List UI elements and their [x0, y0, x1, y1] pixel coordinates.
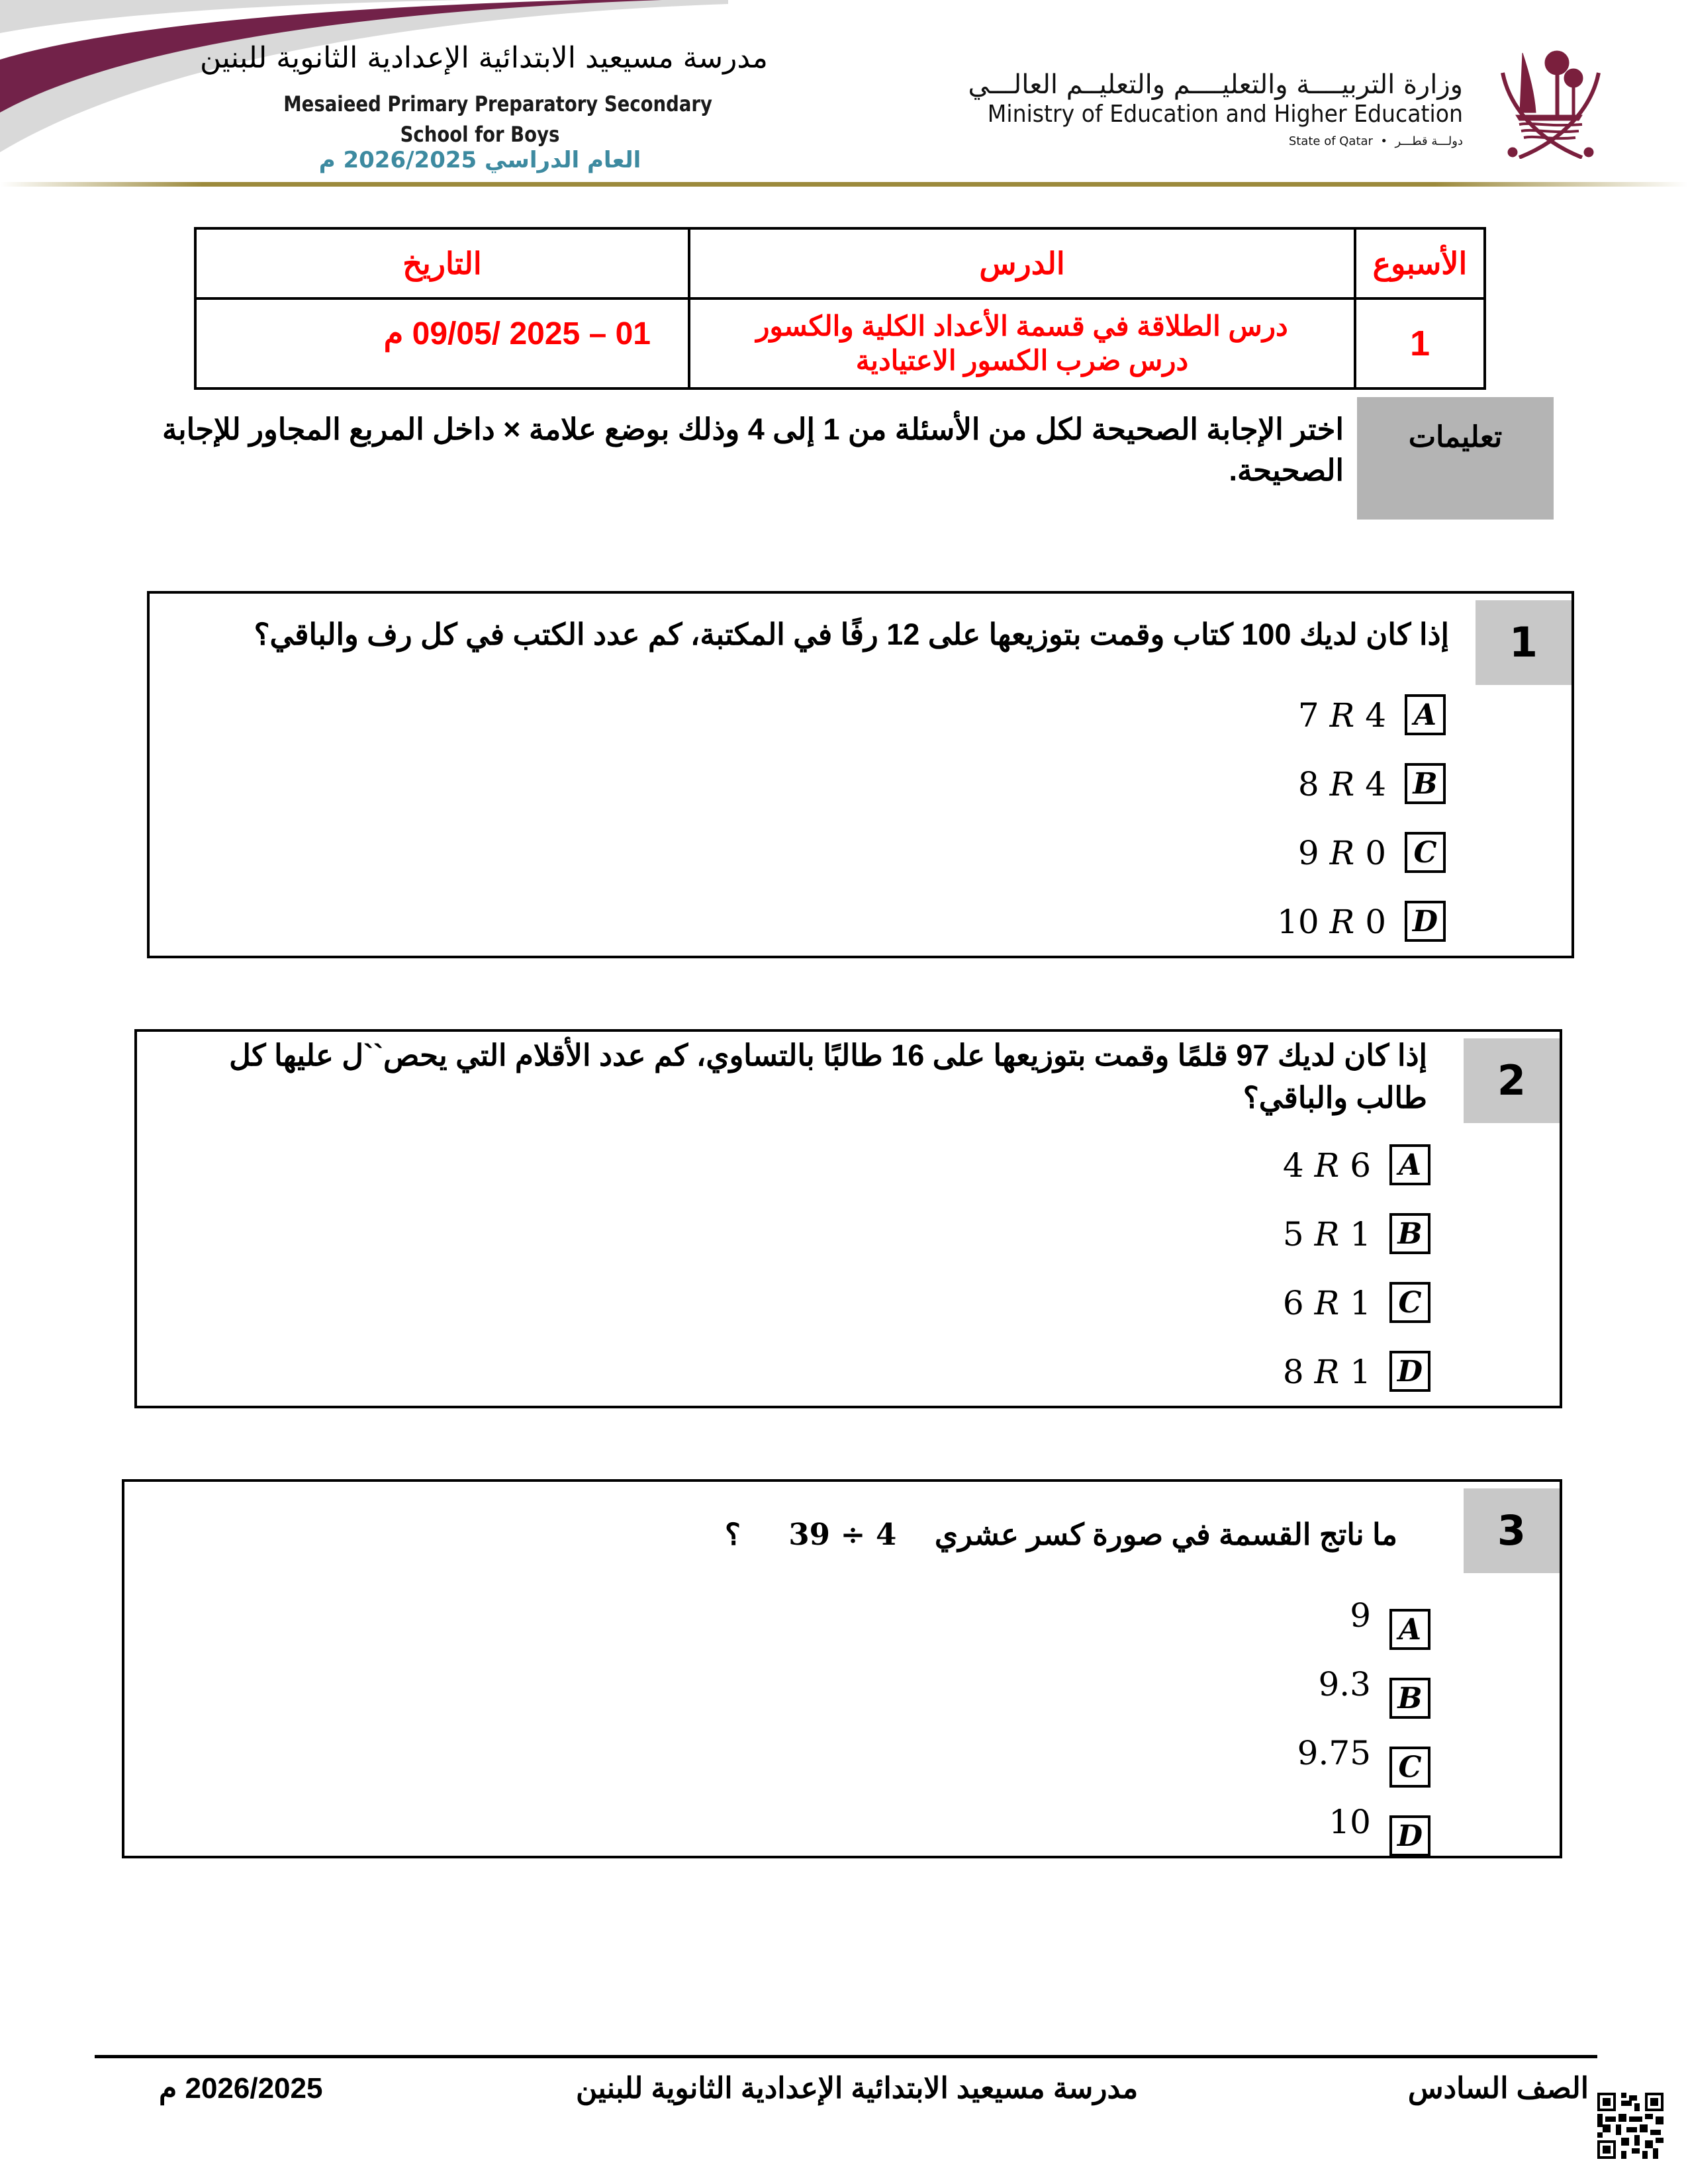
option-d[interactable] — [1166, 1349, 1430, 1394]
option-answer: 9 R 0 — [1297, 834, 1386, 872]
academic-year: العام الدراسي 2026/2025 م — [318, 147, 641, 173]
date-text: 01 – 2025 /09/05 م — [383, 316, 651, 351]
option-c[interactable] — [1181, 831, 1446, 876]
option-checkbox-a[interactable]: A — [1389, 1144, 1430, 1185]
instructions-label: تعليمات — [1408, 421, 1503, 453]
state-arabic: دولـــة قطـــر — [1395, 134, 1463, 148]
option-checkbox-b[interactable]: B — [1405, 763, 1446, 804]
option-a[interactable] — [1181, 693, 1446, 738]
option-c[interactable] — [1166, 1281, 1430, 1326]
lesson-line-2: درس ضرب الكسور الاعتيادية — [855, 345, 1189, 376]
option-checkbox-d[interactable]: D — [1389, 1351, 1430, 1392]
footer-year: 2026/2025 م — [159, 2072, 323, 2105]
option-checkbox-b[interactable]: B — [1389, 1213, 1430, 1254]
option-answer: 9.3 — [1318, 1665, 1371, 1704]
option-b[interactable] — [1181, 762, 1446, 807]
footer-school: مدرسة مسيعيد الابتدائية الإعدادية الثانوية للبنين — [576, 2072, 1139, 2105]
question-text — [272, 1514, 1397, 1556]
option-checkbox-c[interactable]: C — [1389, 1282, 1430, 1323]
question-number: 3 — [1464, 1488, 1560, 1573]
lesson-line-1: درس الطلاقة في قسمة الأعداد الكلية والكسور — [756, 310, 1288, 341]
question-text: إذا كان لديك 100 كتاب وقمت بتوزيعها على 12 رفًا في المكتبة، كم عدد الكتب في كل رف والباقي؟ — [254, 617, 1449, 651]
question-number: 2 — [1464, 1038, 1560, 1123]
option-answer: 4 R 6 — [1282, 1146, 1371, 1185]
option-checkbox-c[interactable]: C — [1389, 1747, 1430, 1788]
school-name-arabic: مدرسة مسيعيد الابتدائية الإعدادية الثانوية للبنين — [199, 41, 768, 75]
option-answer: 5 R 1 — [1282, 1215, 1371, 1253]
qr-code-icon[interactable] — [1597, 2093, 1664, 2159]
option-b[interactable] — [1166, 1212, 1430, 1257]
option-d[interactable] — [1181, 899, 1446, 944]
option-checkbox-d[interactable]: D — [1389, 1815, 1430, 1856]
division-expression: 39 ÷ 4 — [788, 1517, 897, 1552]
question-box-2 — [134, 1029, 1562, 1408]
option-checkbox-b[interactable]: B — [1389, 1678, 1430, 1719]
header-gold-divider — [0, 180, 1688, 189]
question-box-1 — [147, 591, 1574, 958]
option-a[interactable] — [1166, 1596, 1430, 1653]
option-c[interactable] — [1166, 1734, 1430, 1790]
option-checkbox-a[interactable]: A — [1389, 1609, 1430, 1650]
school-name-english-line2: School for Boys — [400, 122, 560, 147]
question-box-3 — [122, 1479, 1562, 1858]
lesson-info-table — [194, 227, 1486, 390]
option-answer: 9 — [1350, 1596, 1371, 1635]
week-value: 1 — [1355, 298, 1485, 388]
option-checkbox-a[interactable]: A — [1405, 694, 1446, 735]
option-checkbox-c[interactable]: C — [1405, 832, 1446, 873]
option-answer: 10 — [1329, 1803, 1371, 1841]
ministry-name-arabic: وزارة التربيــــة والتعليــــم والتعليــم العالـــي — [968, 69, 1463, 100]
question-mark: ؟ — [724, 1518, 741, 1551]
option-answer: 6 R 1 — [1282, 1284, 1371, 1322]
option-d[interactable] — [1166, 1803, 1430, 1859]
option-answer: 7 R 4 — [1297, 696, 1386, 735]
state-english: State of Qatar — [1288, 134, 1373, 148]
option-b[interactable] — [1166, 1665, 1430, 1721]
qatar-emblem-icon — [1483, 46, 1615, 159]
header-lesson: الدرس — [689, 228, 1355, 298]
date-value — [195, 298, 689, 388]
option-answer: 8 R 4 — [1297, 765, 1386, 803]
question-text: إذا كان لديك 97 قلمًا وقمت بتوزيعها على 16 طالبًا بالتساوي، كم عدد الأقلام التي يحص``ل عليها كل طالب والباقي؟ — [229, 1038, 1427, 1115]
footer-grade: الصف السادس — [1407, 2072, 1589, 2105]
ministry-name-english: Ministry of Education and Higher Education — [987, 101, 1463, 128]
state-separator-dot: • — [1376, 134, 1391, 148]
header-date: التاريخ — [195, 228, 689, 298]
option-checkbox-d[interactable]: D — [1405, 901, 1446, 942]
lesson-value — [689, 298, 1355, 388]
footer-divider — [95, 2055, 1597, 2058]
option-answer: 8 R 1 — [1282, 1353, 1371, 1391]
info-table-body-row — [195, 298, 1485, 388]
instructions-label-box — [1357, 397, 1554, 520]
option-a[interactable] — [1166, 1143, 1430, 1188]
header-week: الأسبوع — [1355, 228, 1485, 298]
question-number: 1 — [1476, 600, 1571, 685]
question-text-arabic: ما ناتج القسمة في صورة كسر عشري — [934, 1518, 1397, 1551]
option-answer: 10 R 0 — [1277, 903, 1386, 941]
instructions-text: اختر الإجابة الصحيحة لكل من الأسئلة من 1 إلى 4 وذلك بوضع علامة × داخل المربع المجاور للإجابة الصحيحة. — [162, 412, 1344, 487]
school-name-english-line1: Mesaieed Primary Preparatory Secondary — [283, 91, 712, 116]
info-table-header-row — [195, 228, 1485, 298]
option-answer: 9.75 — [1297, 1734, 1371, 1772]
state-label — [1125, 134, 1463, 148]
